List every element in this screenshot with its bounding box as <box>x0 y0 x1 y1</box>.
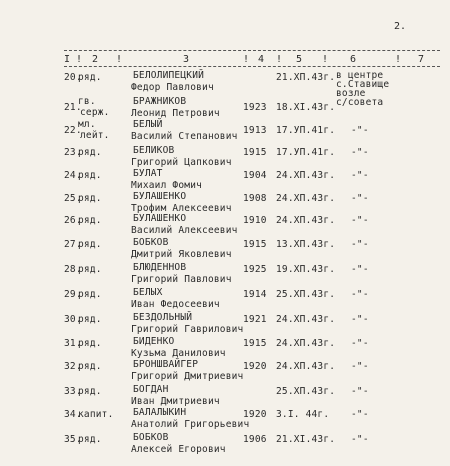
header-cell: ! <box>116 54 123 65</box>
surname: БИДЕНКО <box>133 336 175 347</box>
entry-number: 26. <box>64 215 82 226</box>
rank: мл. <box>78 119 96 130</box>
birth-year: 1908 <box>243 193 267 204</box>
burial-location: -"- <box>351 125 369 136</box>
entry-number: 22. <box>64 125 82 136</box>
birth-year: 1915 <box>243 239 267 250</box>
surname: БРОНШВАЙГЕР <box>133 359 199 370</box>
header-cell: 6 <box>350 54 357 65</box>
burial-location: с/совета <box>336 97 384 108</box>
surname: БАЛАЛЫКИН <box>133 407 187 418</box>
death-date: 21.XП.43г. <box>276 72 336 83</box>
birth-year: 1921 <box>243 314 267 325</box>
death-date: 17.УП.41г. <box>276 125 336 136</box>
entry-number: 24. <box>64 170 82 181</box>
burial-location: в центре <box>336 70 384 81</box>
death-date: 24.XП.43г. <box>276 215 336 226</box>
entry-number: 28. <box>64 264 82 275</box>
header-cell: I <box>64 54 71 65</box>
entry-number: 29. <box>64 289 82 300</box>
given-names: Кузьма Данилович <box>131 348 226 359</box>
given-names: Анатолий Григорьевич <box>131 419 250 430</box>
given-names: Иван Федосеевич <box>131 299 220 310</box>
burial-location: -"- <box>351 264 369 275</box>
death-date: 24.XП.43г. <box>276 314 336 325</box>
rank: лейт. <box>80 130 110 141</box>
entry-number: 31. <box>64 338 82 349</box>
header-cell: ! <box>76 54 83 65</box>
header-rule-top <box>64 50 440 51</box>
given-names: Григорий Павлович <box>131 274 232 285</box>
given-names: Григорий Цапкович <box>131 157 232 168</box>
entry-number: 21. <box>64 102 82 113</box>
burial-location: с.Ставище <box>336 79 390 90</box>
rank: ряд. <box>78 215 102 226</box>
burial-location: -"- <box>351 386 369 397</box>
birth-year: 1915 <box>243 338 267 349</box>
rank: ряд. <box>78 72 102 83</box>
header-cell: ! <box>395 54 402 65</box>
surname: БУЛАТ <box>133 168 163 179</box>
birth-year: 1914 <box>243 289 267 300</box>
surname: БЕЛЫЙ <box>133 119 163 130</box>
rank: ряд. <box>78 434 102 445</box>
rank: ряд. <box>78 338 102 349</box>
entry-number: 30. <box>64 314 82 325</box>
death-date: 24.XП.43г. <box>276 361 336 372</box>
death-date: 19.XП.43г. <box>276 264 336 275</box>
rank: ряд. <box>78 386 102 397</box>
burial-location: -"- <box>351 434 369 445</box>
death-date: 24.XП.43г. <box>276 193 336 204</box>
burial-location: -"- <box>351 338 369 349</box>
given-names: Василий Алексеевич <box>131 225 238 236</box>
rank: ряд. <box>78 239 102 250</box>
burial-location: -"- <box>351 361 369 372</box>
given-names: Григорий Гаврилович <box>131 324 244 335</box>
birth-year: 1913 <box>243 125 267 136</box>
surname: БОБКОВ <box>133 237 169 248</box>
death-date: 13.XП.43г. <box>276 239 336 250</box>
burial-location: -"- <box>351 409 369 420</box>
surname: БОГДАН <box>133 384 169 395</box>
given-names: Иван Дмитриевич <box>131 396 220 407</box>
header-cell: 2 <box>92 54 99 65</box>
rank: ряд. <box>78 170 102 181</box>
rank: ряд. <box>78 264 102 275</box>
header-cell: ! <box>276 54 283 65</box>
entry-number: 20. <box>64 72 82 83</box>
birth-year: 1920 <box>243 409 267 420</box>
birth-year: 1904 <box>243 170 267 181</box>
death-date: 24.XП.43г. <box>276 338 336 349</box>
header-cell: ! <box>243 54 250 65</box>
header-cell: 4 <box>258 54 265 65</box>
given-names: Дмитрий Яковлевич <box>131 249 232 260</box>
surname: БЕЗДОЛЬНЫЙ <box>133 312 193 323</box>
death-date: 25.XП.43г. <box>276 386 336 397</box>
death-date: 3.I. 44г. <box>276 409 330 420</box>
surname: БУЛАШЕНКО <box>133 213 187 224</box>
surname: БЕЛЫХ <box>133 287 163 298</box>
rank: ряд. <box>78 289 102 300</box>
given-names: Федор Павлович <box>131 82 214 93</box>
rank: ряд. <box>78 361 102 372</box>
entry-number: 33. <box>64 386 82 397</box>
given-names: Григорий Дмитриевич <box>131 371 244 382</box>
death-date: 21.XI.43г. <box>276 434 336 445</box>
page-number: 2. <box>394 21 407 32</box>
rank: ряд. <box>78 147 102 158</box>
death-date: 18.XI.43г. <box>276 102 336 113</box>
burial-location: -"- <box>351 170 369 181</box>
burial-location: -"- <box>351 239 369 250</box>
header-rule-bottom <box>64 66 440 67</box>
birth-year: 1923 <box>243 102 267 113</box>
birth-year: 1920 <box>243 361 267 372</box>
rank: серж. <box>80 107 110 118</box>
death-date: 17.УП.41г. <box>276 147 336 158</box>
entry-number: 23. <box>64 147 82 158</box>
burial-location: -"- <box>351 289 369 300</box>
birth-year: 1910 <box>243 215 267 226</box>
surname: БЕЛИКОВ <box>133 145 175 156</box>
given-names: Алексей Егорович <box>131 444 226 455</box>
burial-location: -"- <box>351 147 369 158</box>
surname: БУЛАШЕНКО <box>133 191 187 202</box>
given-names: Трофим Алексеевич <box>131 203 232 214</box>
entry-number: 35. <box>64 434 82 445</box>
surname: БОБКОВ <box>133 432 169 443</box>
entry-number: 25. <box>64 193 82 204</box>
burial-location: -"- <box>351 215 369 226</box>
birth-year: 1915 <box>243 147 267 158</box>
burial-location: возле <box>336 88 366 99</box>
header-cell: 7 <box>418 54 425 65</box>
surname: БЕЛОЛИПЕЦКИЙ <box>133 70 205 81</box>
birth-year: 1906 <box>243 434 267 445</box>
header-cell: ! <box>322 54 329 65</box>
birth-year: 1925 <box>243 264 267 275</box>
entry-number: 27. <box>64 239 82 250</box>
table-row <box>0 432 450 466</box>
death-date: 24.XП.43г. <box>276 170 336 181</box>
given-names: Василий Степанович <box>131 131 238 142</box>
rank: ряд. <box>78 314 102 325</box>
burial-location: -"- <box>351 193 369 204</box>
rank: гв. <box>78 96 96 107</box>
death-date: 25.XП.43г. <box>276 289 336 300</box>
header-cell: 5 <box>296 54 303 65</box>
burial-location: -"- <box>351 314 369 325</box>
header-cell: 3 <box>183 54 190 65</box>
surname: БЛЮДЕННОВ <box>133 262 187 273</box>
rank: ряд. <box>78 193 102 204</box>
given-names: Михаил Фомич <box>131 180 203 191</box>
entry-number: 32. <box>64 361 82 372</box>
entry-number: 34. <box>64 409 82 420</box>
surname: БРАЖНИКОВ <box>133 96 187 107</box>
rank: капит. <box>78 409 114 420</box>
given-names: Леонид Петрович <box>131 108 220 119</box>
